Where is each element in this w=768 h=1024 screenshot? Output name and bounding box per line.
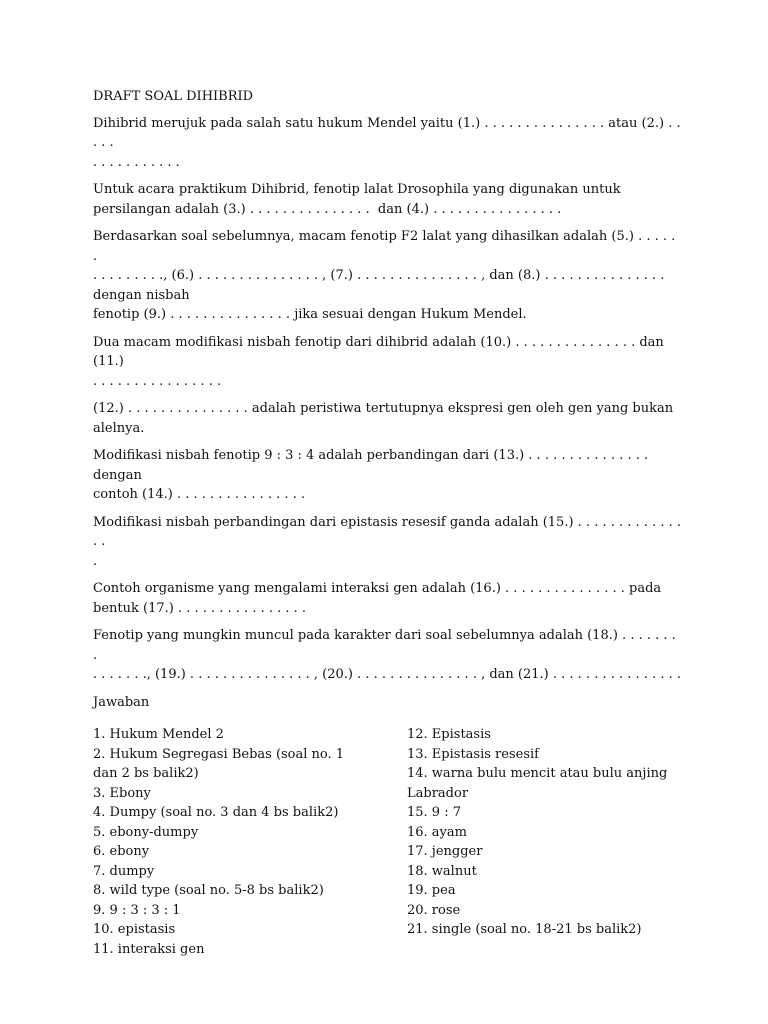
answer-item: 9. 9 : 3 : 3 : 1 — [93, 902, 181, 918]
answer-item: 14. warna bulu mencit atau bulu anjing Labrador — [407, 766, 668, 801]
question-16-17: Contoh organisme yang mengalami interaksi gen adalah (16.) . . . . . . . . . . . . . . . pada bentuk (17.) . . . . . . . . . . . . . . . . — [93, 581, 662, 616]
question-list — [93, 114, 683, 685]
question-12: (12.) . . . . . . . . . . . . . . . adalah peristiwa tertutupnya ekspresi gen oleh gen yang bukan alelnya. — [93, 401, 674, 436]
answer-item: 12. Epistasis — [407, 727, 491, 742]
answer-item: 10. epistasis — [93, 922, 176, 937]
answer-item: 20. rose — [407, 902, 461, 918]
answer-item: 5. ebony-dumpy — [93, 824, 199, 840]
question-1-2: Dihibrid merujuk pada salah satu hukum Mendel yaitu (1.) . . . . . . . . . . . . . . . atau (2.) . . . . . . . . . . . . . . . . — [93, 115, 681, 170]
question-18-21: Fenotip yang mungkin muncul pada karakter dari soal sebelumnya adalah (18.) . . . . . . . . . . . . . . ., (19.) . . . . . . . . . . . . . . . , (20.) . . . . . . . . . . . . . . . , dan (21.) . . . . . . . . . . . . . . . . — [93, 628, 681, 682]
answer-item: 15. 9 : 7 — [407, 805, 461, 820]
answer-column-left — [93, 725, 407, 959]
answer-item: 1. Hukum Mendel 2 — [93, 727, 224, 742]
question-10-11: Dua macam modifikasi nisbah fenotip dari dihibrid adalah (10.) . . . . . . . . . . . . . . . dan (11.) . . . . . . . . . . . . . . . . — [93, 334, 664, 389]
answer-column-right — [407, 725, 683, 959]
answer-item: 11. interaksi gen — [93, 941, 205, 957]
answer-item: 17. jengger — [407, 844, 483, 859]
document-title: DRAFT SOAL DIHIBRID — [93, 89, 254, 104]
question-15: Modifikasi nisbah perbandingan dari epistasis resesif ganda adalah (15.) . . . . . . . . . . . . . . . . — [93, 514, 681, 569]
answer-item: 21. single (soal no. 18-21 bs balik2) — [407, 922, 642, 937]
answer-key — [93, 725, 683, 959]
question-13-14: Modifikasi nisbah fenotip 9 : 3 : 4 adalah perbandingan dari (13.) . . . . . . . . . . . . . . . dengan contoh (14.) . . . . . . . . . . . . . . . . — [93, 448, 649, 502]
answer-item: 2. Hukum Segregasi Bebas (soal no. 1 dan 2 bs balik2) — [93, 746, 345, 781]
answers-heading: Jawaban — [93, 694, 150, 710]
answer-item: 3. Ebony — [93, 785, 151, 801]
question-3-4: Untuk acara praktikum Dihibrid, fenotip lalat Drosophila yang digunakan untuk persilangan adalah (3.) . . . . . . . . . . . . . . . dan (4.) . . . . . . . . . . . . . . . . — [93, 182, 621, 217]
answer-item: 6. ebony — [93, 844, 150, 859]
answer-item: 7. dumpy — [93, 863, 155, 879]
answer-item: 13. Epistasis resesif — [407, 746, 539, 762]
document-page — [93, 87, 683, 959]
answer-item: 18. walnut — [407, 863, 477, 879]
answer-item: 16. ayam — [407, 824, 467, 840]
answer-item: 8. wild type (soal no. 5-8 bs balik2) — [93, 883, 324, 898]
answer-item: 4. Dumpy (soal no. 3 dan 4 bs balik2) — [93, 805, 339, 820]
question-5-9: Berdasarkan soal sebelumnya, macam fenotip F2 lalat yang dihasilkan adalah (5.) . . . . . . . . . . . . . . ., (6.) . . . . . . . . . . . . . . . , (7.) . . . . . . . . . . . . . . . , dan (8.) . . . . . . . . . . . . . . . dengan nisbah fenotip (9.) . . . . . . . . . . . . . . . jika sesuai dengan Hukum Mendel. — [93, 229, 676, 322]
answer-item: 19. pea — [407, 883, 456, 898]
